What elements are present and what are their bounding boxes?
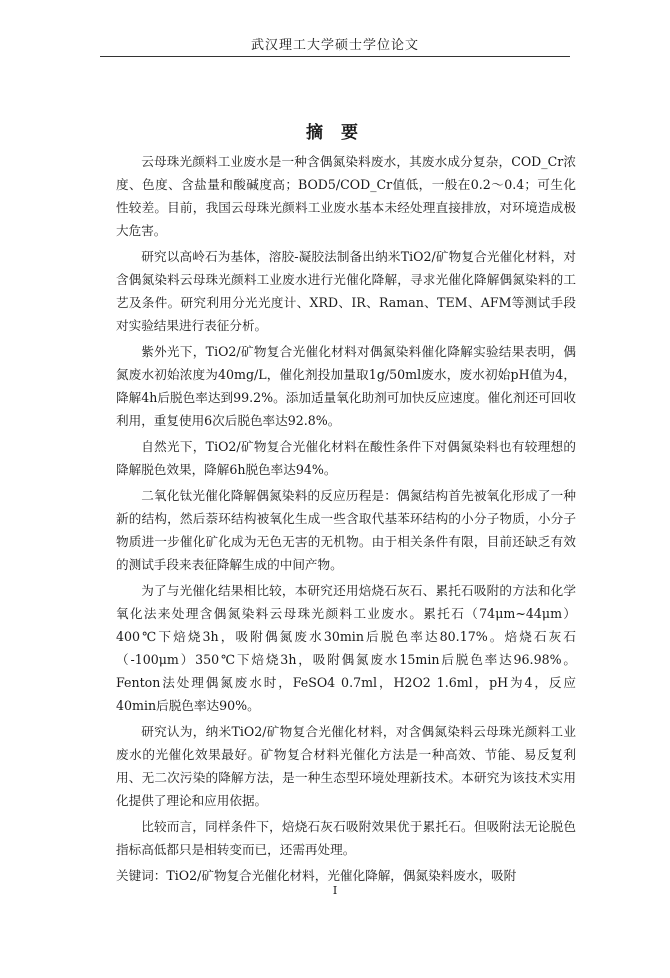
abstract-paragraph-8: 比较而言，同样条件下，焙烧石灰石吸附效果优于累托石。但吸附法无论脱色指标高低都只是相转变而已，还需再处理。 — [116, 819, 576, 857]
abstract-paragraph-7: 研究认为，纳米TiO2/矿物复合光催化材料，对含偶氮染料云母珠光颜料工业废水的光催化效果最好。矿物复合材料光催化方法是一种高效、节能、易反复利用、无二次污染的降解方法，是一种生态型环境处理新技术。本研究为该技术实用化提供了理论和应用依据。 — [116, 724, 576, 808]
page-number: I — [332, 884, 338, 897]
page-title: 摘 要 — [306, 123, 364, 143]
abstract-paragraph-4: 自然光下，TiO2/矿物复合光催化材料在酸性条件下对偶氮染料也有较理想的降解脱色效果，降解6h脱色率达94%。 — [116, 439, 576, 477]
keywords-line: 关键词：TiO2/矿物复合光催化材料，光催化降解，偶氮染料废水，吸附 — [116, 868, 517, 883]
abstract-paragraph-5: 二氧化钛光催化降解偶氮染料的反应历程是：偶氮结构首先被氧化形成了一种新的结构，然后萘环结构被氧化生成一些含取代基苯环结构的小分子物质，小分子物质进一步催化矿化成为无色无害的无机物。由于相关条件有限，目前还缺乏有效的测试手段来表征降解生成的中间产物。 — [116, 488, 576, 572]
abstract-paragraph-2: 研究以高岭石为基体，溶胶-凝胶法制备出纳米TiO2/矿物复合光催化材料，对含偶氮染料云母珠光颜料工业废水进行光催化降解，寻求光催化降解偶氮染料的工艺及条件。研究利用分光光度计、XRD、IR、Raman、TEM、AFM等测试手段对实验结果进行表征分析。 — [116, 249, 576, 333]
running-header: 武汉理工大学硕士学位论文 — [250, 38, 419, 53]
header-rule — [100, 56, 570, 57]
abstract-paragraph-3: 紫外光下，TiO2/矿物复合光催化材料对偶氮染料催化降解实验结果表明，偶氮废水初始浓度为40mg/L，催化剂投加量取1g/50ml废水，废水初始pH值为4，降解4h后脱色率达到99.2%。添加适量氧化助剂可加快反应速度。催化剂还可回收利用，重复使用6次后脱色率达92.8%。 — [116, 344, 576, 428]
abstract-body — [116, 150, 576, 890]
abstract-paragraph-6: 为了与光催化结果相比较，本研究还用焙烧石灰石、累托石吸附的方法和化学氧化法来处理含偶氮染料云母珠光颜料工业废水。累托石（74μm~44μm）400℃下焙烧3h，吸附偶氮废水30min后脱色率达80.17%。焙烧石灰石（-100μm）350℃下焙烧3h，吸附偶氮废水15min后脱色率达96.98%。Fenton法处理偶氮废水时，FeSO4 0.7ml，H2O2 1.6ml，pH为4，反应40min后脱色率达90%。 — [116, 583, 576, 713]
abstract-paragraph-1: 云母珠光颜料工业废水是一种含偶氮染料废水，其废水成分复杂，COD_Cr浓度、色度、含盐量和酸碱度高；BOD5/COD_Cr值低，一般在0.2～0.4；可生化性较差。目前，我国云母珠光颜料工业废水基本未经处理直接排放，对环境造成极大危害。 — [116, 154, 576, 238]
